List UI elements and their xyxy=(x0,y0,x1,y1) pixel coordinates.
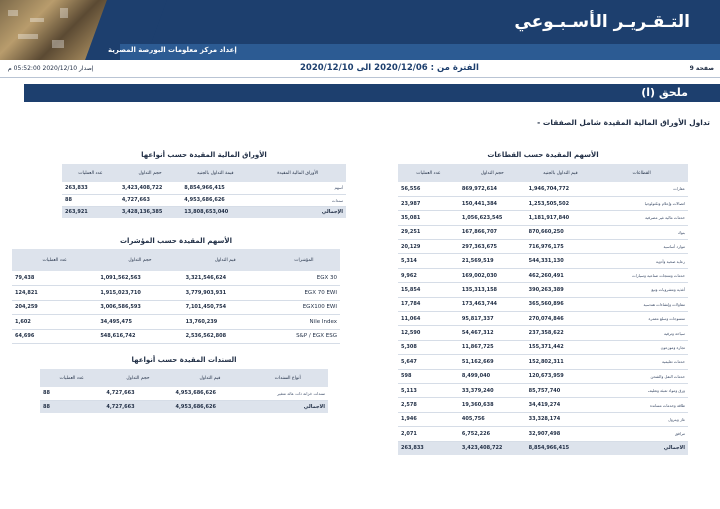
table-row xyxy=(398,312,688,326)
report-period: الفترة من : 2020/12/06 الى 2020/12/10 xyxy=(300,63,479,73)
appendix-label: ملحق (ا) xyxy=(641,86,688,99)
cell-trades: 5,647 xyxy=(398,355,459,369)
cell-volume: 3,423,408,722 xyxy=(119,182,181,194)
col-header: القطاعات xyxy=(595,164,688,182)
issue-timestamp: إصدار 2020/12/10 05:52:00 م xyxy=(8,65,94,72)
row-label: تجارة وموزعون xyxy=(595,340,688,354)
cell-trades: 15,854 xyxy=(398,283,459,297)
col-header: حجم التداول xyxy=(103,369,172,387)
cell-value: 3,779,903,931 xyxy=(183,286,268,301)
table-row xyxy=(398,225,688,239)
total-trades: 263,921 xyxy=(62,206,119,218)
indices-table xyxy=(12,249,340,344)
table-row xyxy=(398,182,688,196)
cell-value: 365,560,896 xyxy=(526,297,596,311)
cell-volume: 173,463,744 xyxy=(459,297,526,311)
row-label: عقارات xyxy=(595,182,688,196)
cell-value: 85,757,740 xyxy=(526,383,596,397)
total-trades: 263,833 xyxy=(398,441,459,455)
info-line xyxy=(0,62,720,76)
cell-trades: 88 xyxy=(40,387,103,400)
cell-value: 2,536,562,808 xyxy=(183,329,268,344)
cell-volume: 4,727,663 xyxy=(103,387,172,400)
row-label: مرافق xyxy=(595,427,688,441)
cell-trades: 79,438 xyxy=(12,271,97,286)
total-value: 4,953,686,626 xyxy=(173,400,248,413)
row-label: خدمات النقل والشحن xyxy=(595,369,688,383)
row-label: مقاولات وإنشاءات هندسية xyxy=(595,297,688,311)
row-label: EGX100 EWI xyxy=(268,300,340,315)
row-label: سياحة وترفيه xyxy=(595,326,688,340)
row-label: خدمات ومنتجات صناعية وسيارات xyxy=(595,268,688,282)
row-label: S&P / EGX ESG xyxy=(268,329,340,344)
cell-volume: 169,002,030 xyxy=(459,268,526,282)
cell-trades: 88 xyxy=(62,194,119,206)
cell-value: 1,253,505,502 xyxy=(526,196,596,210)
row-label: أسهم xyxy=(249,182,346,194)
table-row xyxy=(12,329,340,344)
table-row xyxy=(12,286,340,301)
cell-value: 237,358,622 xyxy=(526,326,596,340)
col-header: قيم التداول بالجنيه xyxy=(526,164,596,182)
cell-value: 152,802,311 xyxy=(526,355,596,369)
row-label: خدمات مالية غير مصرفية xyxy=(595,211,688,225)
cell-value: 716,976,175 xyxy=(526,240,596,254)
cell-volume: 405,756 xyxy=(459,412,526,426)
col-header: عدد العمليات xyxy=(62,164,119,182)
cell-trades: 20,129 xyxy=(398,240,459,254)
cell-value: 390,263,389 xyxy=(526,283,596,297)
types-title: الأوراق المالية المقيدة حسب أنواعها xyxy=(141,151,267,159)
cell-volume: 548,616,742 xyxy=(97,329,182,344)
total-value: 13,808,653,040 xyxy=(181,206,249,218)
indices-title: الأسهم المقيدة حسب المؤشرات xyxy=(119,237,233,245)
cell-trades: 5,113 xyxy=(398,383,459,397)
col-header: الأوراق المالية المقيدة xyxy=(249,164,346,182)
table-row xyxy=(398,254,688,268)
col-header: عدد العمليات xyxy=(40,369,103,387)
cell-trades: 2,578 xyxy=(398,398,459,412)
cell-trades: 17,784 xyxy=(398,297,459,311)
table-row xyxy=(40,387,328,400)
header-banner xyxy=(0,0,720,60)
cell-volume: 869,972,614 xyxy=(459,182,526,196)
cell-volume: 1,091,562,563 xyxy=(97,271,182,286)
table-row xyxy=(62,194,346,206)
col-header: عدد العمليات xyxy=(12,249,97,271)
row-label: موارد أساسية xyxy=(595,240,688,254)
cell-volume: 1,915,023,710 xyxy=(97,286,182,301)
cell-volume: 167,866,707 xyxy=(459,225,526,239)
table-row xyxy=(398,283,688,297)
table-row xyxy=(398,196,688,210)
cell-trades: 204,259 xyxy=(12,300,97,315)
cell-value: 155,371,442 xyxy=(526,340,596,354)
table-row xyxy=(12,300,340,315)
cell-volume: 4,727,663 xyxy=(119,194,181,206)
table-row xyxy=(398,326,688,340)
cell-value: 32,907,498 xyxy=(526,427,596,441)
total-label: الاجمالي xyxy=(595,441,688,455)
cell-volume: 34,495,475 xyxy=(97,315,182,330)
row-label: رعاية صحية وأدوية xyxy=(595,254,688,268)
divider xyxy=(0,77,720,78)
cell-value: 1,181,917,840 xyxy=(526,211,596,225)
total-volume: 3,428,136,385 xyxy=(119,206,181,218)
cell-volume: 297,363,675 xyxy=(459,240,526,254)
cell-value: 1,946,704,772 xyxy=(526,182,596,196)
table-row xyxy=(398,297,688,311)
section-subtitle: - تداول الأوراق المالية المقيدة شامل الصفقات xyxy=(537,118,710,127)
cell-trades: 263,833 xyxy=(62,182,119,194)
cell-volume: 21,569,519 xyxy=(459,254,526,268)
cell-value: 7,101,450,754 xyxy=(183,300,268,315)
cell-value: 120,673,959 xyxy=(526,369,596,383)
col-header: المؤشرات xyxy=(268,249,340,271)
cell-value: 270,074,846 xyxy=(526,312,596,326)
cell-trades: 35,081 xyxy=(398,211,459,225)
cell-volume: 95,817,337 xyxy=(459,312,526,326)
table-row xyxy=(12,315,340,330)
row-label: سندات xyxy=(249,194,346,206)
total-label: الاجمالي xyxy=(247,400,328,413)
table-row xyxy=(398,398,688,412)
cell-value: 8,854,966,415 xyxy=(181,182,249,194)
total-label: الإجمالي xyxy=(249,206,346,218)
cell-value: 13,760,239 xyxy=(183,315,268,330)
row-label: طاقة وخدمات مساندة xyxy=(595,398,688,412)
col-header: قيمة التداول بالجنيه xyxy=(181,164,249,182)
total-volume: 4,727,663 xyxy=(103,400,172,413)
table-row xyxy=(398,412,688,426)
row-label: خدمات تعليمية xyxy=(595,355,688,369)
report-source: إعداد مركز معلومات البورصة المصرية xyxy=(108,46,237,54)
cell-volume: 19,360,638 xyxy=(459,398,526,412)
col-header: حجم التداول xyxy=(119,164,181,182)
table-row xyxy=(12,271,340,286)
cell-trades: 5,314 xyxy=(398,254,459,268)
bonds-table xyxy=(40,369,328,413)
table-row xyxy=(398,355,688,369)
cell-volume: 1,056,623,545 xyxy=(459,211,526,225)
row-label: بنوك xyxy=(595,225,688,239)
cell-volume: 33,379,240 xyxy=(459,383,526,397)
cell-trades: 9,962 xyxy=(398,268,459,282)
cell-volume: 11,867,725 xyxy=(459,340,526,354)
row-label: أغذية ومشروبات وتبغ xyxy=(595,283,688,297)
table-row xyxy=(398,268,688,282)
row-label: EGX 30 xyxy=(268,271,340,286)
col-header: عدد العمليات xyxy=(398,164,459,182)
cell-trades: 29,251 xyxy=(398,225,459,239)
col-header: قيم التداول xyxy=(173,369,248,387)
cell-trades: 64,696 xyxy=(12,329,97,344)
cell-trades: 23,987 xyxy=(398,196,459,210)
table-row xyxy=(398,240,688,254)
table-row xyxy=(398,383,688,397)
total-volume: 3,423,408,722 xyxy=(459,441,526,455)
page-number: صفحة 9 xyxy=(689,65,714,72)
cell-trades: 11,064 xyxy=(398,312,459,326)
cell-trades: 1,946 xyxy=(398,412,459,426)
bonds-title: السندات المقيدة حسب أنواعها xyxy=(131,356,237,364)
cell-value: 4,953,686,626 xyxy=(181,194,249,206)
total-row xyxy=(398,441,688,455)
total-row xyxy=(62,206,346,218)
row-label: Nile Index xyxy=(268,315,340,330)
col-header: حجم التداول xyxy=(459,164,526,182)
row-label: غاز وبترول xyxy=(595,412,688,426)
cell-volume: 51,162,669 xyxy=(459,355,526,369)
row-label: ورق ومواد تعبئة وتغليف xyxy=(595,383,688,397)
row-label: EGX 70 EWI xyxy=(268,286,340,301)
total-value: 8,854,966,415 xyxy=(526,441,596,455)
cell-trades: 12,590 xyxy=(398,326,459,340)
cell-value: 34,419,274 xyxy=(526,398,596,412)
cell-value: 4,953,686,626 xyxy=(173,387,248,400)
total-row xyxy=(40,400,328,413)
cell-trades: 124,821 xyxy=(12,286,97,301)
cell-volume: 8,499,040 xyxy=(459,369,526,383)
cell-volume: 3,006,586,593 xyxy=(97,300,182,315)
report-title: التـقـريـر الأسـبـوعي xyxy=(514,12,690,32)
col-header: أنواع السندات xyxy=(247,369,328,387)
table-row xyxy=(398,211,688,225)
cell-value: 870,660,250 xyxy=(526,225,596,239)
cell-value: 544,331,130 xyxy=(526,254,596,268)
table-row xyxy=(62,182,346,194)
table-row xyxy=(398,427,688,441)
cell-volume: 6,752,226 xyxy=(459,427,526,441)
col-header: قيم التداول xyxy=(183,249,268,271)
cell-trades: 598 xyxy=(398,369,459,383)
row-label: منسوجات وسلع معمرة xyxy=(595,312,688,326)
cell-value: 3,321,546,624 xyxy=(183,271,268,286)
col-header: حجم التداول xyxy=(97,249,182,271)
table-row xyxy=(398,340,688,354)
sectors-title: الأسهم المقيدة حسب القطاعات xyxy=(487,151,599,159)
cell-volume: 135,313,158 xyxy=(459,283,526,297)
sectors-table xyxy=(398,164,688,455)
cell-volume: 150,441,384 xyxy=(459,196,526,210)
row-label: سندات خزانة ذات عائد متغير xyxy=(247,387,328,400)
appendix-bar xyxy=(24,84,720,102)
total-trades: 88 xyxy=(40,400,103,413)
cell-trades: 56,556 xyxy=(398,182,459,196)
types-table xyxy=(62,164,346,218)
cell-trades: 1,602 xyxy=(12,315,97,330)
cell-value: 33,328,174 xyxy=(526,412,596,426)
cell-trades: 2,071 xyxy=(398,427,459,441)
cell-value: 462,260,491 xyxy=(526,268,596,282)
table-row xyxy=(398,369,688,383)
cell-volume: 54,467,312 xyxy=(459,326,526,340)
row-label: اتصالات وإعلام وتكنولوجيا xyxy=(595,196,688,210)
cell-trades: 5,308 xyxy=(398,340,459,354)
